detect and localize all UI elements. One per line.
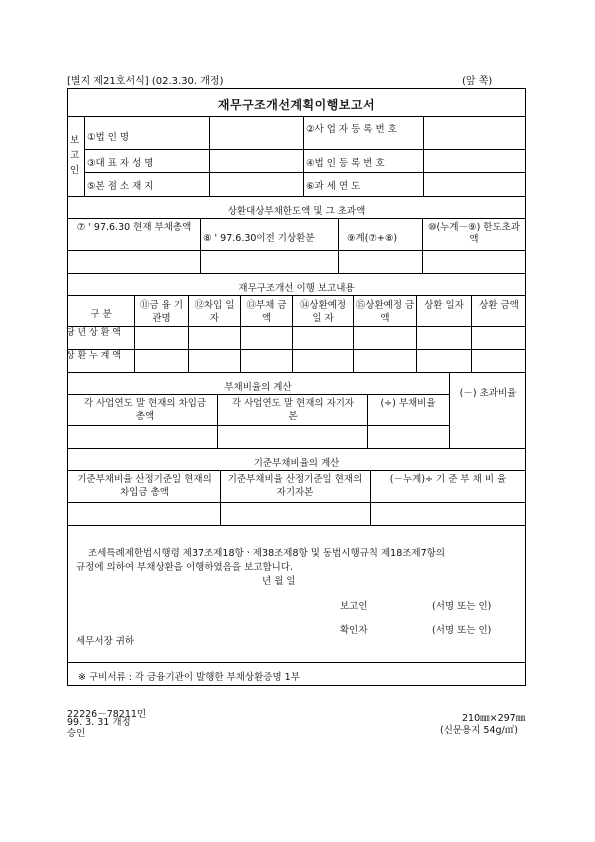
col-planned-amount: ⑮상환예정 금 액 xyxy=(355,300,415,324)
col-loan-date: ⑫차입 일자 xyxy=(194,300,235,324)
divider xyxy=(423,116,424,196)
divider xyxy=(134,295,135,372)
divider xyxy=(67,349,526,350)
form-number: [별지 제21호서식] (02.3.30. 개정) xyxy=(67,76,224,87)
approval-date: 99. 3. 31 개정승인 xyxy=(67,717,131,739)
report-date: 년 월 일 xyxy=(262,576,296,587)
divider xyxy=(67,218,526,219)
hq-address-label: ⑤본 점 소 재 지 xyxy=(87,181,154,192)
section-base-ratio-title: 기준부채비율의 계산 xyxy=(253,458,340,469)
tax-year-label: ⑥과 세 연 도 xyxy=(306,181,361,192)
required-documents-note: ※ 구비서류 : 각 금융기관이 발행한 부채상환증명 1부 xyxy=(78,672,300,683)
addressee: 세무서장 귀하 xyxy=(76,636,135,647)
divider xyxy=(67,425,449,426)
divider xyxy=(84,149,526,150)
section-debt-limit-title: 상환대상부채한도액 및 그 초과액 xyxy=(227,206,366,217)
form-code: 22226－78211민 xyxy=(67,709,147,720)
divider xyxy=(220,470,221,525)
divider xyxy=(353,295,354,372)
divider xyxy=(67,116,526,117)
divider xyxy=(67,295,526,296)
divider xyxy=(67,250,526,251)
equity-label: 각 사업연도 말 현재의 자기자본 xyxy=(231,398,355,422)
col-bank-name: ⑪금 융 기관명 xyxy=(139,300,184,324)
divider xyxy=(67,470,526,471)
divider xyxy=(292,295,293,372)
divider xyxy=(209,116,210,196)
total-debt-label: ⑦ ' 97.6.30 현재 부채총액 xyxy=(76,222,192,233)
base-ratio-label: (－누계)÷ 기 준 부 채 비 율 xyxy=(389,474,507,485)
divider xyxy=(303,116,304,196)
divider xyxy=(67,525,526,526)
col-repay-date: 상환 일자 xyxy=(424,300,464,311)
confirmer-label: 확인자 xyxy=(340,625,368,636)
divider xyxy=(370,470,371,525)
prior-repaid-label: ⑧ ' 97.6.30이전 기상환분 xyxy=(203,233,315,244)
col-repay-amount: 상환 금액 xyxy=(479,300,519,311)
form-title: 재무구조개선계획이행보고서 xyxy=(217,98,376,112)
divider xyxy=(217,394,218,448)
sum-label: ⑨계(⑦+⑧) xyxy=(347,233,398,244)
page-side: (앞 쪽) xyxy=(462,76,493,87)
divider xyxy=(422,218,423,273)
reporter-label-2: 고 xyxy=(70,150,80,161)
divider xyxy=(338,218,339,273)
debt-ratio-label: (÷) 부채비율 xyxy=(380,398,436,409)
divider xyxy=(367,394,368,448)
corp-name-label: ①법 인 명 xyxy=(87,132,130,143)
section-debt-ratio-title: 부채비율의 계산 xyxy=(224,382,292,393)
col-debt-amount: ⑬부채 금액 xyxy=(246,300,287,324)
divider xyxy=(188,295,189,372)
business-reg-no-label: ②사 업 자 등 록 번 호 xyxy=(306,124,397,135)
base-equity-label: 기준부채비율 산정기준일 현재의 자기자본 xyxy=(227,474,363,498)
col-category: 구 분 xyxy=(90,309,112,320)
confirmer-signature: (서명 또는 인) xyxy=(432,625,492,636)
excess-ratio-label: (－) 초과비율 xyxy=(459,388,517,399)
divider xyxy=(416,295,417,372)
divider xyxy=(449,372,450,448)
reporter-label-3: 인 xyxy=(70,165,80,176)
declaration-line-2: 규정에 의하여 부채상환을 이행하였음을 보고합니다. xyxy=(76,562,293,573)
divider xyxy=(84,172,526,173)
divider xyxy=(67,326,526,327)
corp-reg-no-label: ④법 인 등 록 번 호 xyxy=(306,158,385,169)
divider xyxy=(67,394,449,395)
divider xyxy=(67,662,526,663)
total-loans-label: 각 사업연도 말 현재의 차입금 총액 xyxy=(83,398,207,422)
paper-size: 210㎜×297㎜ xyxy=(462,713,526,724)
row-cumulative: 상 환 누 계 액 xyxy=(66,351,121,361)
divider xyxy=(471,295,472,372)
paper-type: (신문용지 54g/㎡) xyxy=(440,725,518,736)
section-report-title: 재무구조개선 이행 보고내용 xyxy=(238,283,355,294)
row-current-year: 당 년 상 환 액 xyxy=(66,328,121,338)
limit-excess-label: ⑩(누계－⑨) 한도초과액 xyxy=(427,222,521,245)
base-loans-label: 기준부채비율 산정기준일 현재의 차입금 총액 xyxy=(77,474,212,498)
reporter-label: 보고인 xyxy=(340,601,368,612)
reporter-signature: (서명 또는 인) xyxy=(432,601,492,612)
divider xyxy=(67,502,526,503)
declaration-line-1: 조세특례제한법시행령 제37조제18항ㆍ제38조제8항 및 동법시행규칙 제18조제7항의 xyxy=(88,548,446,559)
col-planned-date: ⑭상환예정 일 자 xyxy=(299,300,347,324)
divider xyxy=(67,273,526,274)
divider xyxy=(67,448,526,449)
reporter-label-1: 보 xyxy=(70,135,80,146)
divider xyxy=(240,295,241,372)
divider xyxy=(84,116,85,196)
ceo-name-label: ③대 표 자 성 명 xyxy=(87,158,154,169)
divider xyxy=(200,218,201,273)
divider xyxy=(67,196,526,197)
divider xyxy=(67,372,526,373)
